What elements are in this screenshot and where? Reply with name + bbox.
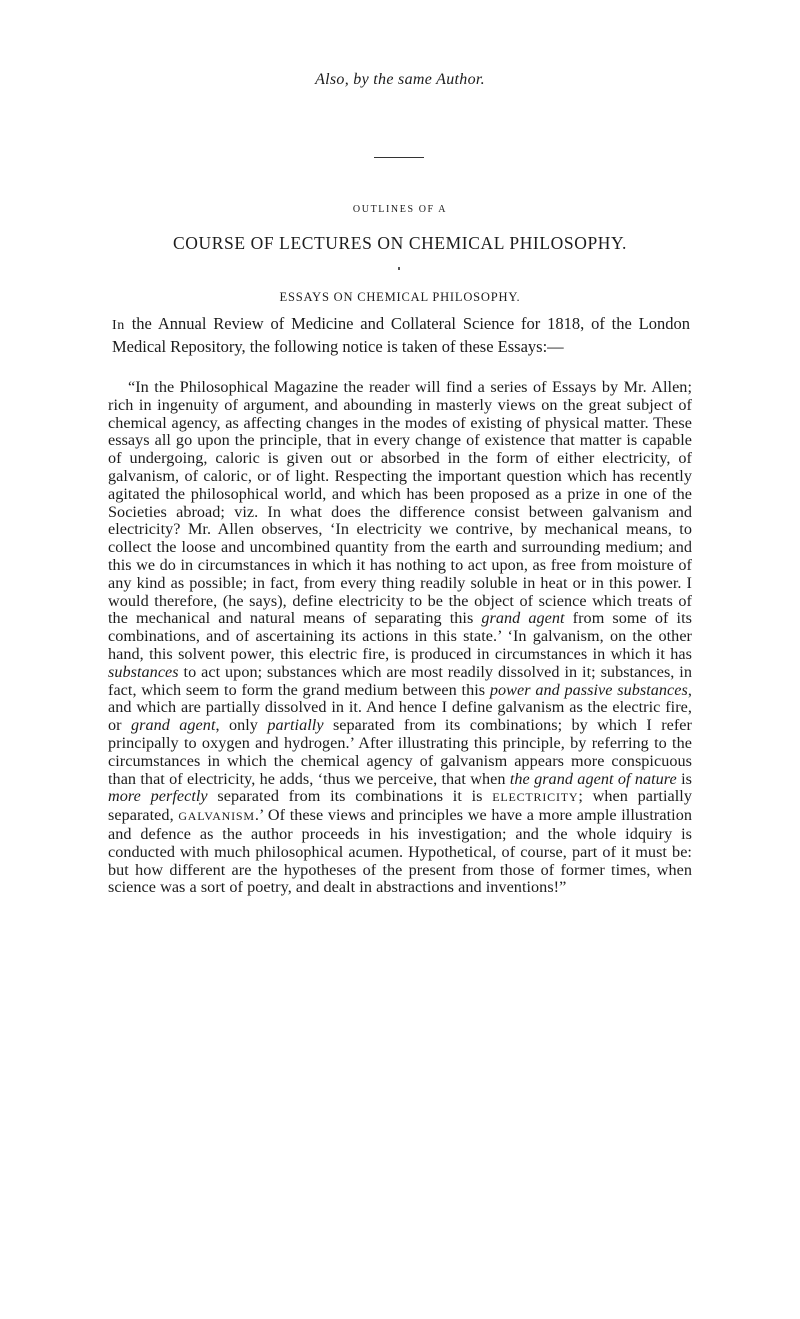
quote-text: to act upon; substances which are most readily dissolved in it; substances, in fact, which seem to form the grand medium between this [108,662,692,699]
quote-emphasis: partially [267,716,324,735]
review-quote [108,379,692,897]
outlines-label: OUTLINES OF A [352,204,448,215]
quote-emphasis: more perfectly [108,787,208,806]
quote-emphasis: the grand agent of nature [509,769,677,788]
quote-text: “In the Philosophical Magazine the reader will find a series of Essays by Mr. Allen; rich in ingenuity of argument, and abounding in masterly views on the great subject of chemical agency, as affecting changes in the modes of existing of physical matter. These essays all go upon the principle, that in every change of existence that matter is capable of undergoing, caloric is given out or absorbed in the form of either electricity, of galvanism, of caloric, or of light. Respecting the important question which has recently agitated the philosophical world, and which has been proposed as a prize in one of the Societies abroad; viz. In what does the difference consist between galvanism and electricity? Mr. Allen observes, ‘In electricity we contrive, by mechanical means, to collect the loose and uncombined quantity from the earth and surrounding medium; and this we do in circumstances in which it has nothing to act upon, as free from moisture of any kind as possible; in fact, from every thing readily soluble in heat or in this power. I would therefore, (he says), define electricity to be the object of science which treats of the mechanical and natural means of separating this [108,378,692,628]
quote-text: is [676,769,692,788]
quote-text: ; when partially separated, [108,787,693,825]
quote-emphasis: substances [108,662,179,681]
decorative-dot [398,267,400,270]
divider-rule [374,157,424,158]
essays-heading: ESSAYS ON CHEMICAL PHILOSOPHY. [279,290,521,304]
quote-text: from some of its combinations, and of ascertaining its actions in this state.’ ‘In galvanism, on the other hand, this solvent power, this electric fire, is produced in circumstances in which it has [108,609,692,663]
quote-emphasis: grand agent [130,716,216,735]
quote-emphasis: grand agent [481,609,565,628]
intro-paragraph [112,314,690,357]
also-by-author-note: Also, by the same Author. [315,71,485,88]
quote-text: , and which are partially dissolved in it. And hence I define galvanism as the electric fire, or [108,680,692,735]
course-title: COURSE OF LECTURES ON CHEMICAL PHILOSOPHY. [172,233,627,253]
quote-text: , only [215,716,268,735]
intro-text: the Annual Review of Medicine and Collateral Science for 1818, of the London Medical Repository, the following notice is taken of these Essays:— [112,314,690,356]
quote-small-caps: GALVANISM [178,809,255,824]
intro-small-caps-opening: In [112,318,125,333]
quote-text: separated from its combinations; by which I refer principally to oxygen and hydrogen.’ After illustrating this principle, by referring to the circumstances in which the chemical agency of galvanism appears more conspicuous than that of electricity, he adds, ‘thus we perceive, that when [108,716,692,788]
quote-text: .’ Of these views and principles we have a more ample illustration and defence as the author proceeds in his investigation; and the whole idquiry is conducted with much philosophical acumen. Hypothetical, of course, part of it must be: but how different are the hypotheses of the present from those of former times, when science was a sort of poetry, and dealt in abstractions and inventions!” [108,806,692,897]
quote-small-caps: ELECTRICITY [492,790,579,805]
quote-text: separated from its combinations it is [207,787,493,806]
quote-emphasis: power and passive substances [489,680,688,699]
